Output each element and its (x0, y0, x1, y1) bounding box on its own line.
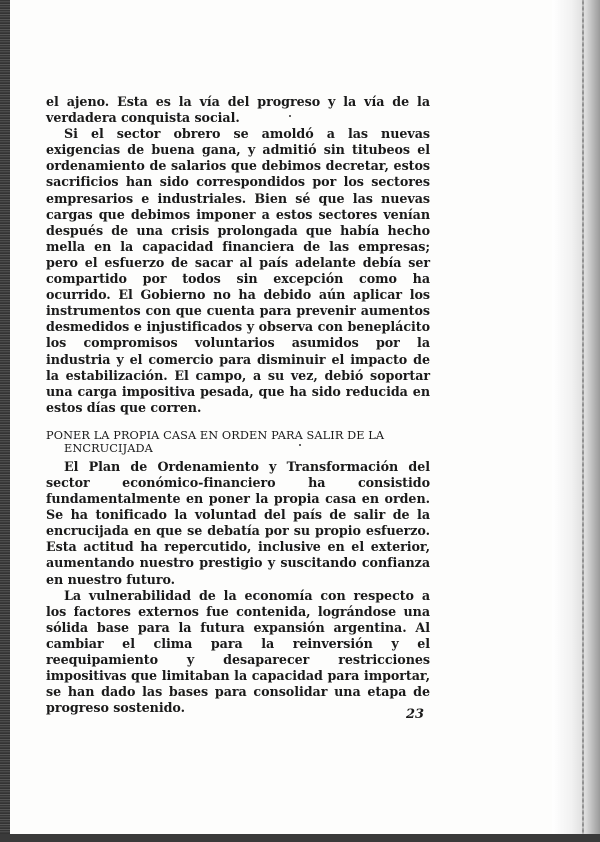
paragraph-2: Si el sector obrero se amoldó a las nuevas exigencias de buena gana, y admitió sin titubeos el ordenamiento de salarios que debimos decretar, estos sacrificios han sido correspondidos por los sectores empresarios e industriales. Bien sé que las nuevas cargas que debimos imponer a estos sectores venían después de una crisis prolongada que había hecho mella en la capacidad financiera de las empresas; pero el esfuerzo de sacar al país adelante debía ser compartido por todos sin excepción como ha ocurrido. El Gobierno no ha debido aún aplicar los instrumentos con que cuenta para prevenir aumentos desmedidos e injustificados y observa con beneplácito los compromisos voluntarios asumidos por la industria y el comercio para disminuir el impacto de la estabilización. El campo, a su vez, debió soportar una carga impositiva pesada, que ha sido reducida en estos días que corren. (46, 126, 430, 415)
scan-binding-edge (0, 0, 10, 842)
paragraph-3: El Plan de Ordenamiento y Transformación del sector económico-financiero ha consistido fundamentalmente en poner la propia casa en orden. Se ha tonificado la voluntad del país de salir de la encrucijada en que se debatía por su propio esfuerzo. Esta actitud ha repercutido, inclusive en el exterior, aumentando nuestro prestigio y suscitando confianza en nuestro futuro. (46, 458, 430, 587)
scan-edge-rule (582, 0, 584, 842)
page-number: 23 (406, 707, 425, 722)
scan-page-shadow (552, 0, 600, 842)
section-heading: PONER LA PROPIA CASA EN ORDEN PARA SALIR DE LA ENCRUCIJADA (46, 428, 385, 455)
scan-bottom-edge (0, 834, 600, 842)
body-text (46, 94, 430, 716)
paragraph-1: el ajeno. Esta es la vía del progreso y la vía de la verdadera conquista social. (46, 94, 430, 126)
paragraph-4: La vulnerabilidad de la economía con respecto a los factores externos fue contenida, lográndose una sólida base para la futura expansión argentina. Al cambiar el clima para la reinversión y el reequipamiento y desaparecer restricciones impositivas que limitaban la capacidad para importar, se han dado las bases para consolidar una etapa de progreso sostenido. (46, 587, 430, 716)
